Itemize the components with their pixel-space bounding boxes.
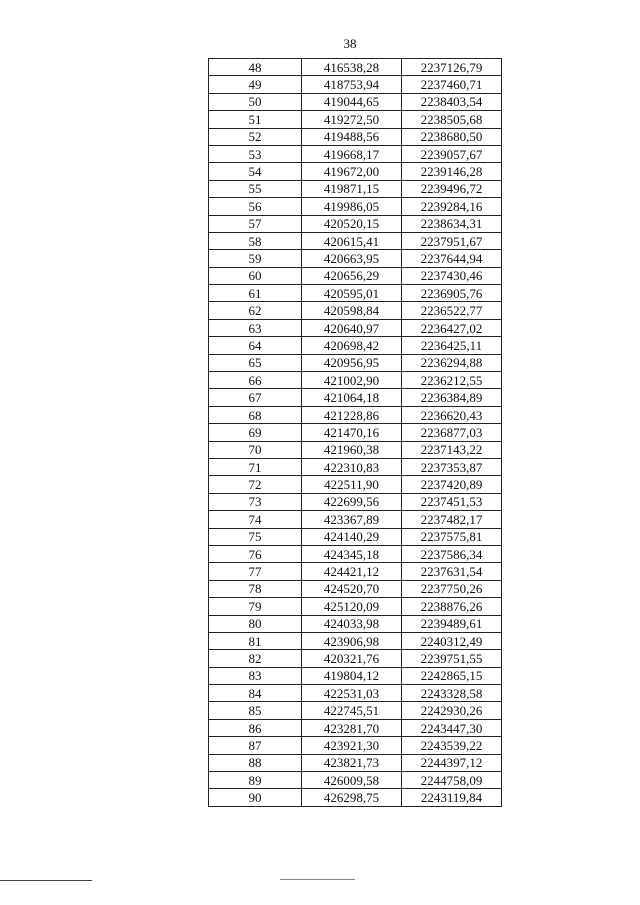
- point-number-cell: 79: [209, 598, 302, 615]
- table-row: [209, 389, 502, 406]
- point-number-cell: 89: [209, 772, 302, 789]
- y-coordinate-cell: 2236425,11: [402, 337, 502, 354]
- y-coordinate-cell: 2237430,46: [402, 267, 502, 284]
- table-row: [209, 650, 502, 667]
- table-row: [209, 789, 502, 806]
- x-coordinate-cell: 423906,98: [302, 632, 402, 649]
- table-row: [209, 632, 502, 649]
- x-coordinate-cell: 419272,50: [302, 111, 402, 128]
- y-coordinate-cell: 2237353,87: [402, 458, 502, 475]
- table-row: [209, 372, 502, 389]
- x-coordinate-cell: 422511,90: [302, 476, 402, 493]
- table-row: [209, 163, 502, 180]
- x-coordinate-cell: 420698,42: [302, 337, 402, 354]
- point-number-cell: 67: [209, 389, 302, 406]
- y-coordinate-cell: 2237482,17: [402, 511, 502, 528]
- footer-rule-left: [0, 880, 92, 881]
- y-coordinate-cell: 2237575,81: [402, 528, 502, 545]
- point-number-cell: 76: [209, 545, 302, 562]
- x-coordinate-cell: 423821,73: [302, 754, 402, 771]
- point-number-cell: 86: [209, 719, 302, 736]
- x-coordinate-cell: 422310,83: [302, 458, 402, 475]
- y-coordinate-cell: 2242865,15: [402, 667, 502, 684]
- y-coordinate-cell: 2238403,54: [402, 93, 502, 110]
- table-row: [209, 458, 502, 475]
- x-coordinate-cell: 419871,15: [302, 180, 402, 197]
- y-coordinate-cell: 2236877,03: [402, 424, 502, 441]
- y-coordinate-cell: 2237460,71: [402, 76, 502, 93]
- y-coordinate-cell: 2236522,77: [402, 302, 502, 319]
- y-coordinate-cell: 2237644,94: [402, 250, 502, 267]
- table-row: [209, 215, 502, 232]
- x-coordinate-cell: 424033,98: [302, 615, 402, 632]
- table-row: [209, 406, 502, 423]
- footer-rule-center: [280, 879, 355, 880]
- x-coordinate-cell: 420663,95: [302, 250, 402, 267]
- table-row: [209, 754, 502, 771]
- x-coordinate-cell: 425120,09: [302, 598, 402, 615]
- x-coordinate-cell: 420956,95: [302, 354, 402, 371]
- point-number-cell: 69: [209, 424, 302, 441]
- point-number-cell: 90: [209, 789, 302, 806]
- x-coordinate-cell: 420615,41: [302, 232, 402, 249]
- table-row: [209, 180, 502, 197]
- x-coordinate-cell: 418753,94: [302, 76, 402, 93]
- x-coordinate-cell: 421064,18: [302, 389, 402, 406]
- y-coordinate-cell: 2240312,49: [402, 632, 502, 649]
- point-number-cell: 87: [209, 737, 302, 754]
- point-number-cell: 53: [209, 145, 302, 162]
- point-number-cell: 88: [209, 754, 302, 771]
- table-row: [209, 337, 502, 354]
- x-coordinate-cell: 420640,97: [302, 319, 402, 336]
- x-coordinate-cell: 423281,70: [302, 719, 402, 736]
- point-number-cell: 63: [209, 319, 302, 336]
- point-number-cell: 50: [209, 93, 302, 110]
- y-coordinate-cell: 2236620,43: [402, 406, 502, 423]
- point-number-cell: 77: [209, 563, 302, 580]
- x-coordinate-cell: 420595,01: [302, 285, 402, 302]
- x-coordinate-cell: 416538,28: [302, 59, 402, 76]
- y-coordinate-cell: 2236294,88: [402, 354, 502, 371]
- point-number-cell: 81: [209, 632, 302, 649]
- y-coordinate-cell: 2238680,50: [402, 128, 502, 145]
- y-coordinate-cell: 2243119,84: [402, 789, 502, 806]
- y-coordinate-cell: 2239489,61: [402, 615, 502, 632]
- x-coordinate-cell: 426298,75: [302, 789, 402, 806]
- y-coordinate-cell: 2244758,09: [402, 772, 502, 789]
- x-coordinate-cell: 422531,03: [302, 685, 402, 702]
- table-row: [209, 685, 502, 702]
- x-coordinate-cell: 420520,15: [302, 215, 402, 232]
- point-number-cell: 75: [209, 528, 302, 545]
- table-row: [209, 511, 502, 528]
- y-coordinate-cell: 2238634,31: [402, 215, 502, 232]
- table-row: [209, 528, 502, 545]
- coordinates-table: [208, 58, 502, 807]
- point-number-cell: 66: [209, 372, 302, 389]
- point-number-cell: 70: [209, 441, 302, 458]
- table-row: [209, 441, 502, 458]
- point-number-cell: 71: [209, 458, 302, 475]
- x-coordinate-cell: 420656,29: [302, 267, 402, 284]
- y-coordinate-cell: 2236427,02: [402, 319, 502, 336]
- y-coordinate-cell: 2243328,58: [402, 685, 502, 702]
- table-row: [209, 198, 502, 215]
- point-number-cell: 85: [209, 702, 302, 719]
- x-coordinate-cell: 421470,16: [302, 424, 402, 441]
- y-coordinate-cell: 2237586,34: [402, 545, 502, 562]
- point-number-cell: 60: [209, 267, 302, 284]
- point-number-cell: 61: [209, 285, 302, 302]
- y-coordinate-cell: 2237631,54: [402, 563, 502, 580]
- table-row: [209, 424, 502, 441]
- table-row: [209, 93, 502, 110]
- point-number-cell: 55: [209, 180, 302, 197]
- x-coordinate-cell: 422699,56: [302, 493, 402, 510]
- table-row: [209, 232, 502, 249]
- point-number-cell: 84: [209, 685, 302, 702]
- x-coordinate-cell: 419672,00: [302, 163, 402, 180]
- table-row: [209, 563, 502, 580]
- y-coordinate-cell: 2244397,12: [402, 754, 502, 771]
- x-coordinate-cell: 419044,65: [302, 93, 402, 110]
- table-row: [209, 580, 502, 597]
- x-coordinate-cell: 419488,56: [302, 128, 402, 145]
- table-row: [209, 59, 502, 76]
- x-coordinate-cell: 419668,17: [302, 145, 402, 162]
- coordinates-table-body: [209, 59, 502, 807]
- table-row: [209, 615, 502, 632]
- y-coordinate-cell: 2237143,22: [402, 441, 502, 458]
- point-number-cell: 58: [209, 232, 302, 249]
- point-number-cell: 78: [209, 580, 302, 597]
- point-number-cell: 68: [209, 406, 302, 423]
- point-number-cell: 65: [209, 354, 302, 371]
- table-row: [209, 267, 502, 284]
- y-coordinate-cell: 2239057,67: [402, 145, 502, 162]
- point-number-cell: 51: [209, 111, 302, 128]
- table-row: [209, 319, 502, 336]
- y-coordinate-cell: 2243539,22: [402, 737, 502, 754]
- point-number-cell: 59: [209, 250, 302, 267]
- table-row: [209, 545, 502, 562]
- y-coordinate-cell: 2242930,26: [402, 702, 502, 719]
- x-coordinate-cell: 423367,89: [302, 511, 402, 528]
- table-row: [209, 719, 502, 736]
- x-coordinate-cell: 424520,70: [302, 580, 402, 597]
- x-coordinate-cell: 420598,84: [302, 302, 402, 319]
- y-coordinate-cell: 2243447,30: [402, 719, 502, 736]
- point-number-cell: 52: [209, 128, 302, 145]
- y-coordinate-cell: 2237126,79: [402, 59, 502, 76]
- y-coordinate-cell: 2237750,26: [402, 580, 502, 597]
- page-number: 38: [343, 36, 357, 51]
- point-number-cell: 48: [209, 59, 302, 76]
- point-number-cell: 80: [209, 615, 302, 632]
- table-row: [209, 250, 502, 267]
- y-coordinate-cell: 2238505,68: [402, 111, 502, 128]
- x-coordinate-cell: 423921,30: [302, 737, 402, 754]
- table-row: [209, 128, 502, 145]
- table-row: [209, 354, 502, 371]
- y-coordinate-cell: 2236212,55: [402, 372, 502, 389]
- y-coordinate-cell: 2237951,67: [402, 232, 502, 249]
- x-coordinate-cell: 422745,51: [302, 702, 402, 719]
- point-number-cell: 56: [209, 198, 302, 215]
- x-coordinate-cell: 421002,90: [302, 372, 402, 389]
- y-coordinate-cell: 2237451,53: [402, 493, 502, 510]
- point-number-cell: 83: [209, 667, 302, 684]
- table-row: [209, 302, 502, 319]
- table-row: [209, 702, 502, 719]
- table-row: [209, 598, 502, 615]
- point-number-cell: 73: [209, 493, 302, 510]
- point-number-cell: 49: [209, 76, 302, 93]
- y-coordinate-cell: 2239284,16: [402, 198, 502, 215]
- x-coordinate-cell: 419986,05: [302, 198, 402, 215]
- table-row: [209, 667, 502, 684]
- y-coordinate-cell: 2237420,89: [402, 476, 502, 493]
- x-coordinate-cell: 424140,29: [302, 528, 402, 545]
- x-coordinate-cell: 424345,18: [302, 545, 402, 562]
- point-number-cell: 72: [209, 476, 302, 493]
- table-row: [209, 772, 502, 789]
- y-coordinate-cell: 2236384,89: [402, 389, 502, 406]
- point-number-cell: 54: [209, 163, 302, 180]
- y-coordinate-cell: 2238876,26: [402, 598, 502, 615]
- table-row: [209, 111, 502, 128]
- y-coordinate-cell: 2236905,76: [402, 285, 502, 302]
- point-number-cell: 62: [209, 302, 302, 319]
- table-row: [209, 493, 502, 510]
- point-number-cell: 64: [209, 337, 302, 354]
- table-row: [209, 76, 502, 93]
- table-row: [209, 476, 502, 493]
- x-coordinate-cell: 421228,86: [302, 406, 402, 423]
- x-coordinate-cell: 420321,76: [302, 650, 402, 667]
- table-row: [209, 145, 502, 162]
- y-coordinate-cell: 2239751,55: [402, 650, 502, 667]
- y-coordinate-cell: 2239146,28: [402, 163, 502, 180]
- point-number-cell: 57: [209, 215, 302, 232]
- point-number-cell: 74: [209, 511, 302, 528]
- x-coordinate-cell: 421960,38: [302, 441, 402, 458]
- table-row: [209, 737, 502, 754]
- table-row: [209, 285, 502, 302]
- x-coordinate-cell: 419804,12: [302, 667, 402, 684]
- x-coordinate-cell: 424421,12: [302, 563, 402, 580]
- x-coordinate-cell: 426009,58: [302, 772, 402, 789]
- y-coordinate-cell: 2239496,72: [402, 180, 502, 197]
- point-number-cell: 82: [209, 650, 302, 667]
